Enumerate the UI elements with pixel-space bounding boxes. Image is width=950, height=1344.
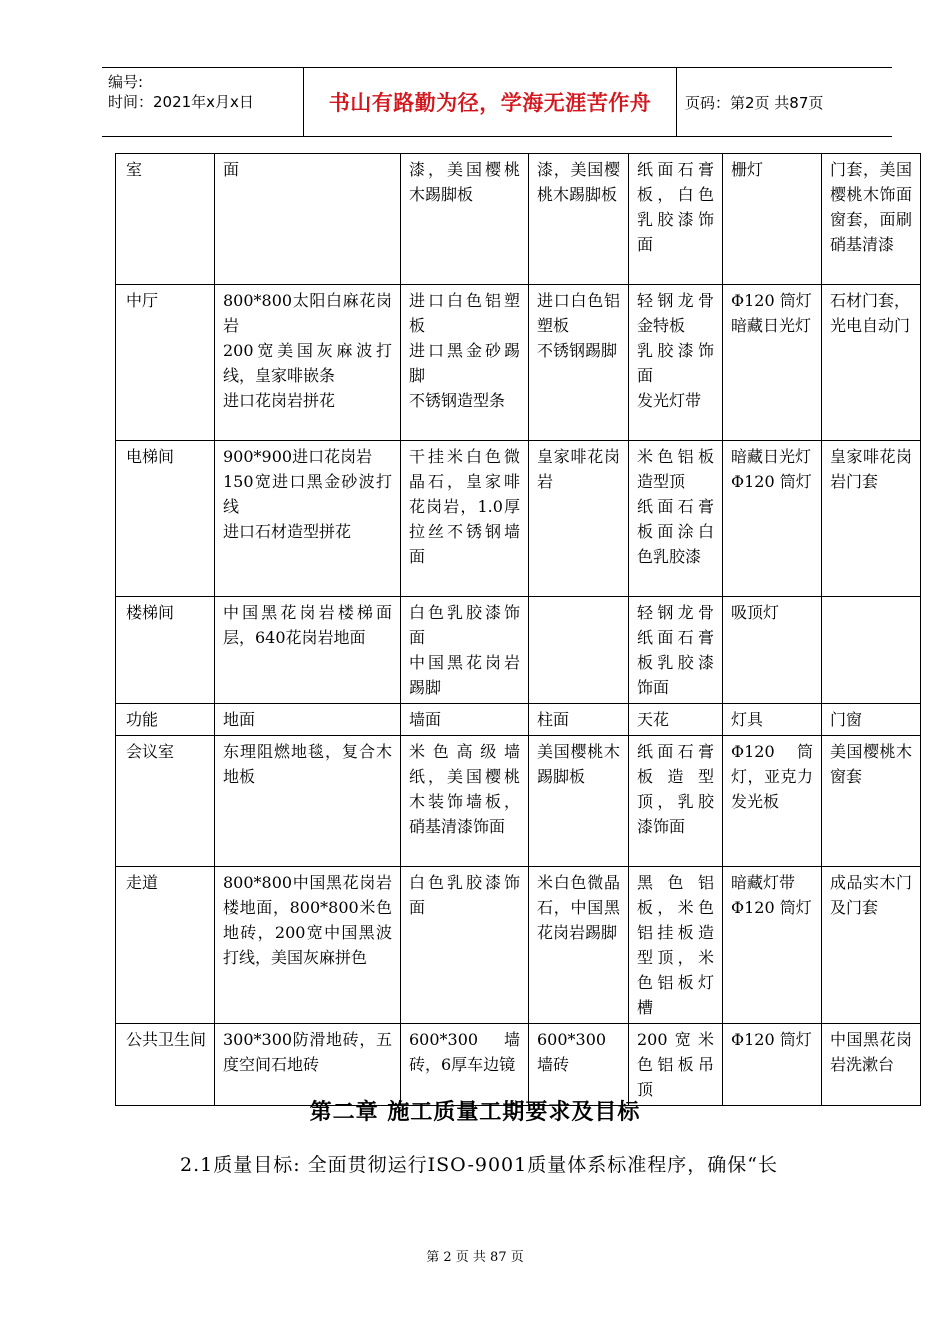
page-header [102,67,892,137]
table-cell: 美国樱桃木窗套 [822,736,921,867]
table-cell: 电梯间 [116,441,215,597]
table-cell: 漆，美国樱桃木踢脚板 [401,154,529,285]
header-right [677,68,892,136]
table-cell: 暗藏灯带 Φ120 筒灯 [723,867,822,1024]
table-row [116,597,921,704]
table-cell [529,597,629,704]
header-motto: 书山有路勤为径，学海无涯苦作舟 [328,91,652,115]
table-cell: 灯具 [723,704,822,736]
table-cell: 干挂米白色微晶石，皇家啡花岗岩，1.0厚拉丝不锈钢墙面 [401,441,529,597]
table-cell: 中国黑花岗岩楼梯面层，640花岗岩地面 [215,597,401,704]
table-cell: 米色铝板造型顶 纸面石膏板面涂白色乳胶漆 [629,441,723,597]
table-row [116,1024,921,1106]
table-cell [822,597,921,704]
table-cell: 600*300墙砖 [529,1024,629,1106]
table-cell: 室 [116,154,215,285]
table-cell: 地面 [215,704,401,736]
table-cell: 面 [215,154,401,285]
table-cell: 300*300防滑地砖，五度空间石地砖 [215,1024,401,1106]
header-middle [303,68,677,136]
chapter-title: 第二章 施工质量工期要求及目标 [309,1100,641,1125]
table-cell: 柱面 [529,704,629,736]
table-cell: 墙面 [401,704,529,736]
table-cell: 暗藏日光灯 Φ120 筒灯 [723,441,822,597]
table-cell: 黑色铝板，米色铝挂板造型顶，米色铝板灯槽 [629,867,723,1024]
page-footer: 第 2 页 共 87 页 [426,1250,524,1265]
table-cell: 600*300 墙砖，6厚车边镜 [401,1024,529,1106]
table-cell: 纸面石膏板，白色乳胶漆饰面 [629,154,723,285]
table-cell: Φ120 筒灯，亚克力发光板 [723,736,822,867]
table-cell: 走道 [116,867,215,1024]
table-cell: 米白色微晶石，中国黑花岗岩踢脚 [529,867,629,1024]
table-cell: 进口白色铝塑板 进口黑金砂踢脚 不锈钢造型条 [401,285,529,441]
table-cell: 吸顶灯 [723,597,822,704]
table-cell: 800*800太阳白麻花岗岩 200宽美国灰麻波打线，皇家啡嵌条 进口花岗岩拼花 [215,285,401,441]
table-cell: 栅灯 [723,154,822,285]
table-row [116,154,921,285]
table-cell: 楼梯间 [116,597,215,704]
document-time: 时间：2021年x月x日 [108,93,254,111]
table-cell: 美国樱桃木踢脚板 [529,736,629,867]
table-cell: 石材门套， 光电自动门 [822,285,921,441]
decoration-spec-table [115,153,921,1106]
table-cell: Φ120 筒灯 [723,1024,822,1106]
document-code-label: 编号: [108,73,144,91]
table-cell: 成品实木门及门套 [822,867,921,1024]
table-cell: 门套，美国樱桃木饰面窗套，面刷硝基清漆 [822,154,921,285]
table-cell: 200宽米色铝板吊顶 [629,1024,723,1106]
header-page-info: 页码：第2页 共87页 [685,93,824,112]
table-row [116,441,921,597]
table-cell: 纸面石膏板造型顶，乳胶漆饰面 [629,736,723,867]
table-cell: 白色乳胶漆饰面 [401,867,529,1024]
section-paragraph: 2.1质量目标: 全面贯彻运行ISO-9001质量体系标准程序，确保“长 [180,1154,778,1176]
table-cell: 天花 [629,704,723,736]
table-cell: 公共卫生间 [116,1024,215,1106]
table-row [116,867,921,1024]
table-cell: 门窗 [822,704,921,736]
table-row [116,736,921,867]
table-row [116,285,921,441]
table-cell: 皇家啡花岗岩门套 [822,441,921,597]
table-row [116,704,921,736]
table-cell: 中国黑花岗岩洗漱台 [822,1024,921,1106]
table-cell: 进口白色铝塑板 不锈钢踢脚 [529,285,629,441]
table-body [116,154,921,1106]
table-cell: 800*800中国黑花岗岩楼地面，800*800米色地砖，200宽中国黑波打线，美国灰麻拼色 [215,867,401,1024]
table-cell: 中厅 [116,285,215,441]
header-left [102,68,303,136]
table-cell: 米色高级墙纸，美国樱桃木装饰墙板，硝基清漆饰面 [401,736,529,867]
table-cell: 轻钢龙骨纸面石膏板乳胶漆饰面 [629,597,723,704]
table-cell: 轻钢龙骨金特板 乳胶漆饰面 发光灯带 [629,285,723,441]
table-cell: Φ120 筒灯 暗藏日光灯 [723,285,822,441]
table-cell: 皇家啡花岗岩 [529,441,629,597]
table-cell: 会议室 [116,736,215,867]
table-cell: 900*900进口花岗岩 150宽进口黑金砂波打线 进口石材造型拼花 [215,441,401,597]
table-cell: 白色乳胶漆饰面 中国黑花岗岩踢脚 [401,597,529,704]
table-cell: 漆，美国樱桃木踢脚板 [529,154,629,285]
table-cell: 功能 [116,704,215,736]
table-cell: 东理阻燃地毯，复合木地板 [215,736,401,867]
